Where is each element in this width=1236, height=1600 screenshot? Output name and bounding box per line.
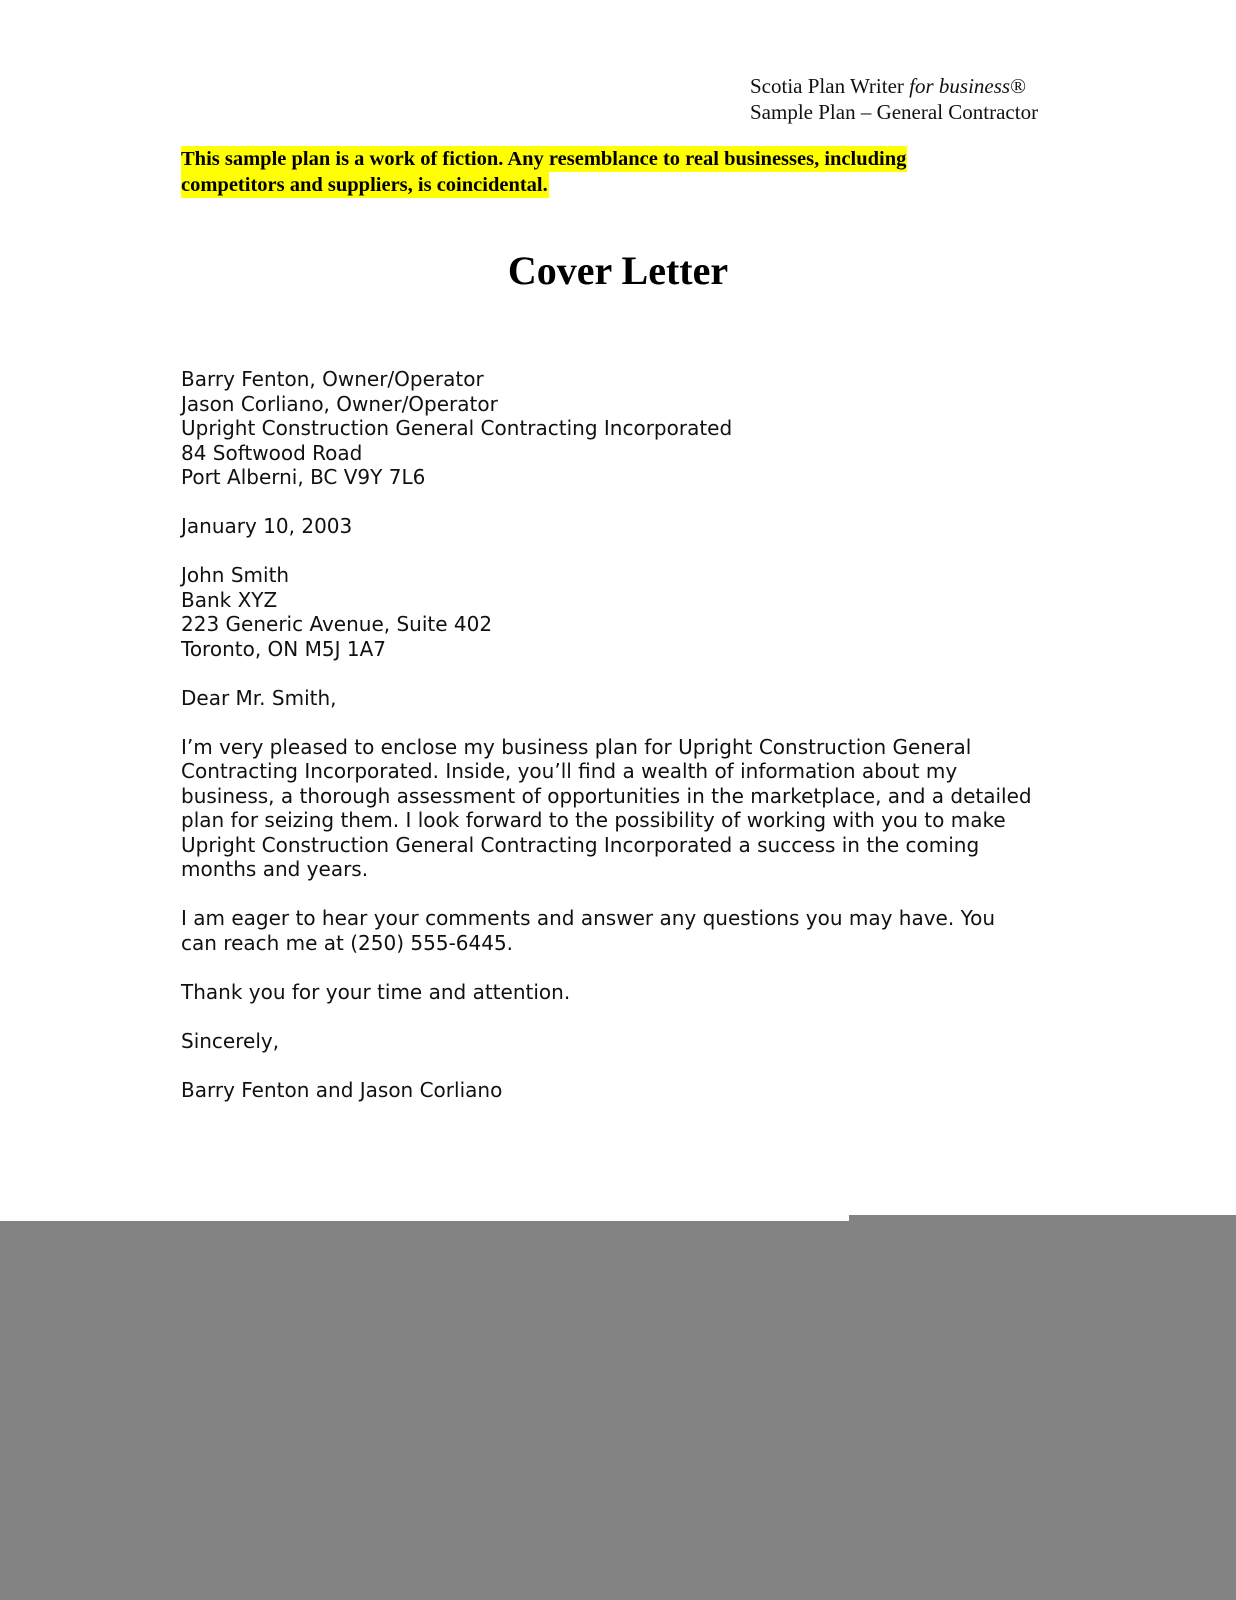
page-title: Cover Letter <box>507 248 729 293</box>
signature <box>181 1078 1061 1103</box>
disclaimer-line-1: This sample plan is a work of fiction. Any resemblance to real businesses, including <box>181 148 907 170</box>
body-paragraph-2 <box>181 906 1061 955</box>
paragraph-line: I am eager to hear your comments and answer any questions you may have. You <box>181 906 996 930</box>
header-line-plan: Sample Plan – General Contractor <box>750 100 1039 124</box>
disclaimer-line-2: competitors and suppliers, is coincidental. <box>181 174 548 196</box>
body-paragraph-3 <box>181 980 1061 1005</box>
header-product-italic: for business <box>909 74 1011 98</box>
closing-text: Sincerely, <box>181 1028 280 1053</box>
sender-line: Jason Corliano, Owner/Operator <box>181 391 498 416</box>
paragraph-line: business, a thorough assessment of opportunities in the marketplace, and a detailed <box>181 783 1032 808</box>
paragraph-line: months and years. <box>181 857 369 881</box>
salutation <box>181 686 1061 711</box>
header-product-name: Scotia Plan Writer <box>750 74 910 98</box>
date-text: January 10, 2003 <box>181 514 353 538</box>
paragraph-line: plan for seizing them. I look forward to the possibility of working with you to make <box>181 808 1006 832</box>
scan-gray-area <box>0 1221 1236 1600</box>
sender-line: Port Alberni, BC V9Y 7L6 <box>181 465 426 489</box>
paragraph-line: can reach me at (250) 555-6445. <box>181 930 514 955</box>
recipient-line: Bank XYZ <box>181 587 278 612</box>
recipient-line: 223 Generic Avenue, Suite 402 <box>181 612 493 636</box>
paragraph-line: Upright Construction General Contracting Incorporated a success in the coming <box>181 832 980 857</box>
recipient-address <box>181 563 1061 661</box>
letter-body <box>181 367 1061 1127</box>
paragraph-line: I’m very pleased to enclose my business plan for Upright Construction General <box>181 734 972 759</box>
signature-text: Barry Fenton and Jason Corliano <box>181 1077 503 1102</box>
fiction-disclaimer <box>181 146 1001 198</box>
header-line-product <box>750 73 1038 99</box>
recipient-line: John Smith <box>181 563 290 587</box>
document-header <box>750 73 1038 125</box>
recipient-line: Toronto, ON M5J 1A7 <box>181 636 386 661</box>
body-paragraph-1 <box>181 735 1061 882</box>
sender-line: Barry Fenton, Owner/Operator <box>181 367 484 391</box>
paragraph-line: Thank you for your time and attention. <box>181 979 571 1004</box>
paragraph-line: Contracting Incorporated. Inside, you’ll find a wealth of information about my <box>181 759 958 783</box>
sender-line: 84 Softwood Road <box>181 440 363 465</box>
header-registered-mark: ® <box>1010 74 1027 98</box>
sender-line: Upright Construction General Contracting Incorporated <box>181 416 733 440</box>
sender-address <box>181 367 1061 490</box>
salutation-text: Dear Mr. Smith, <box>181 685 337 710</box>
closing <box>181 1029 1061 1054</box>
letter-date <box>181 514 1061 539</box>
